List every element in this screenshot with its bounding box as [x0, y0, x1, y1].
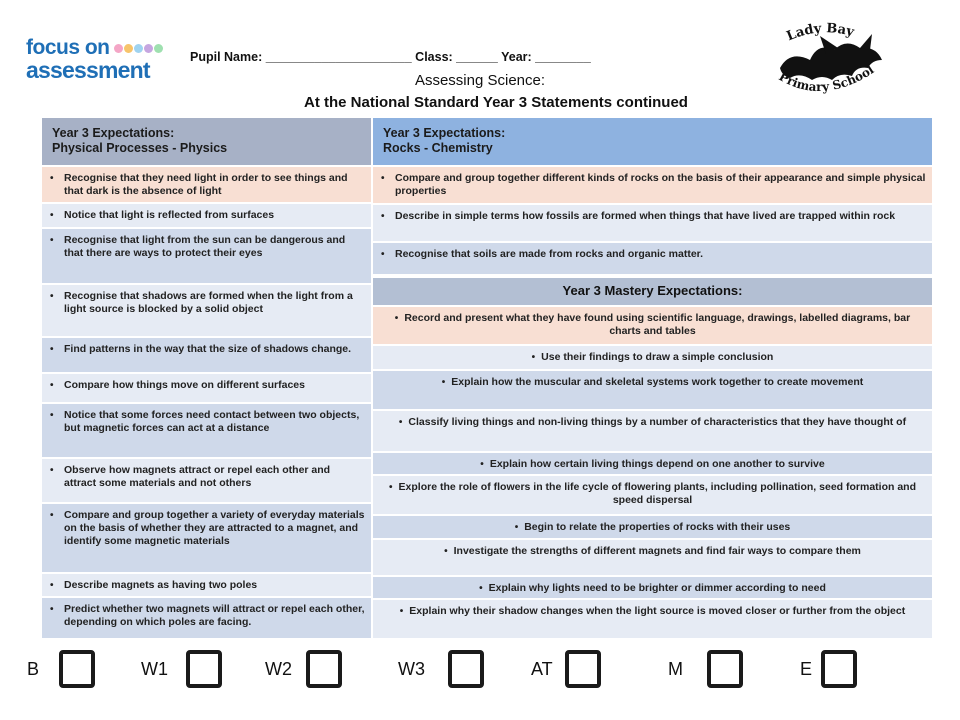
bullet-icon: •	[398, 417, 403, 428]
checkbox-b[interactable]	[59, 650, 95, 688]
label-b: B	[27, 659, 40, 679]
bullet-icon: •	[50, 465, 54, 476]
list-item: • Predict whether two magnets will attract or repel each other, depending on which poles are facing.	[42, 596, 371, 638]
list-item: • Describe magnets as having two poles	[42, 572, 371, 596]
checkbox-at[interactable]	[565, 650, 601, 688]
logo-dot	[124, 44, 133, 53]
label-at: AT	[531, 659, 553, 679]
logo-dots	[114, 44, 164, 53]
list-item: • Recognise that they need light in order to see things and that dark is the absence of light	[42, 165, 371, 202]
bullet-icon: •	[479, 583, 483, 594]
logo-text-top: focus on	[26, 36, 110, 59]
bullet-icon: •	[50, 344, 54, 355]
list-item: • Recognise that light from the sun can be dangerous and that there are ways to protect their eyes	[42, 227, 371, 283]
school-logo	[760, 20, 896, 108]
bullet-icon: •	[50, 380, 54, 391]
bullet-icon: •	[441, 377, 446, 388]
list-item: • Classify living things and non-living things by a number of characteristics that they have thought of	[373, 409, 932, 451]
bullet-icon: •	[399, 606, 404, 617]
logo-text-bottom: assessment	[26, 57, 150, 83]
label-e: E	[800, 659, 813, 679]
bullet-icon: •	[50, 235, 54, 246]
list-item: • Begin to relate the properties of rocks with their uses	[373, 514, 932, 538]
list-item: • Compare and group together different kinds of rocks on the basis of their appearance and simple physical properties	[373, 165, 932, 203]
chemistry-table-header	[373, 118, 932, 165]
logo-dot	[114, 44, 123, 53]
bullet-icon: •	[381, 249, 385, 260]
bullet-icon: •	[514, 522, 519, 533]
list-item: • Observe how magnets attract or repel each other and attract some materials and not others	[42, 457, 371, 502]
checkbox-m[interactable]	[707, 650, 743, 688]
physics-table-header	[42, 118, 371, 165]
list-item: • Find patterns in the way that the size of shadows change.	[42, 336, 371, 372]
bullet-icon: •	[394, 313, 399, 324]
checkbox-w1[interactable]	[186, 650, 222, 688]
list-item: • Notice that light is reflected from surfaces	[42, 202, 371, 227]
bullet-icon: •	[50, 291, 54, 302]
bullet-icon: •	[50, 580, 54, 591]
mastery-table-header: Year 3 Mastery Expectations:	[373, 278, 932, 305]
label-w3: W3	[398, 659, 425, 679]
chemistry-header-line2: Rocks - Chemistry	[383, 141, 493, 155]
page-title: Assessing Science:	[414, 72, 546, 89]
list-item: • Explain why their shadow changes when the light source is moved closer or further from the object	[373, 598, 932, 638]
bullet-icon: •	[50, 604, 54, 615]
checkbox-w2[interactable]	[306, 650, 342, 688]
checkbox-e[interactable]	[821, 650, 857, 688]
list-item: • Explain why lights need to be brighter or dimmer according to need	[373, 575, 932, 598]
label-m: M	[668, 659, 683, 679]
svg-text:Primary School: Primary School	[776, 62, 877, 95]
mastery-expectations-table	[373, 305, 932, 638]
list-item: • Explain how certain living things depend on one another to survive	[373, 451, 932, 474]
bullet-icon: •	[381, 173, 385, 184]
list-item: • Compare how things move on different surfaces	[42, 372, 371, 402]
list-item: • Investigate the strengths of different magnets and find fair ways to compare them	[373, 538, 932, 575]
checkbox-w3[interactable]	[448, 650, 484, 688]
physics-header-line1: Year 3 Expectations:	[52, 126, 175, 140]
list-item: • Explore the role of flowers in the life cycle of flowering plants, including pollination, seed formation and speed dispersal	[373, 474, 932, 514]
list-item: • Notice that some forces need contact between two objects, but magnetic forces can act at a distance	[42, 402, 371, 457]
bullet-icon: •	[50, 210, 54, 221]
bullet-icon: •	[480, 459, 484, 470]
bullet-icon: •	[531, 352, 536, 363]
logo-dot	[154, 44, 163, 53]
bullet-icon: •	[50, 410, 54, 421]
list-item: • Record and present what they have found using scientific language, drawings, labelled diagrams, bar charts and tables	[373, 305, 932, 344]
list-item: • Recognise that soils are made from rocks and organic matter.	[373, 241, 932, 274]
list-item: • Use their findings to draw a simple conclusion	[373, 344, 932, 369]
bullet-icon: •	[389, 482, 393, 493]
list-item: • Explain how the muscular and skeletal systems work together to create movement	[373, 369, 932, 409]
bullet-icon: •	[444, 546, 448, 557]
logo-dot	[144, 44, 153, 53]
bullet-icon: •	[50, 173, 54, 184]
label-w2: W2	[265, 659, 292, 679]
chemistry-expectations-table	[373, 118, 932, 274]
list-item: • Describe in simple terms how fossils are formed when things that have lived are trapped within rock	[373, 203, 932, 241]
pupil-details-line: Pupil Name: _____________________ Class: ______ Year: ________	[190, 50, 591, 64]
list-item: • Compare and group together a variety of everyday materials on the basis of whether they are attracted to a magnet, and identify some magnetic materials	[42, 502, 371, 572]
physics-expectations-table	[42, 118, 371, 638]
list-item: • Recognise that shadows are formed when the light from a light source is blocked by a solid object	[42, 283, 371, 336]
page-subtitle: At the National Standard Year 3 Statements continued	[304, 94, 688, 111]
bullet-icon: •	[50, 510, 54, 521]
label-w1: W1	[141, 659, 168, 679]
logo-dot	[134, 44, 143, 53]
physics-header-line2: Physical Processes - Physics	[52, 141, 228, 155]
chemistry-header-line1: Year 3 Expectations:	[383, 126, 506, 140]
bullet-icon: •	[381, 211, 385, 222]
svg-text:Lady Bay: Lady Bay	[784, 21, 856, 45]
